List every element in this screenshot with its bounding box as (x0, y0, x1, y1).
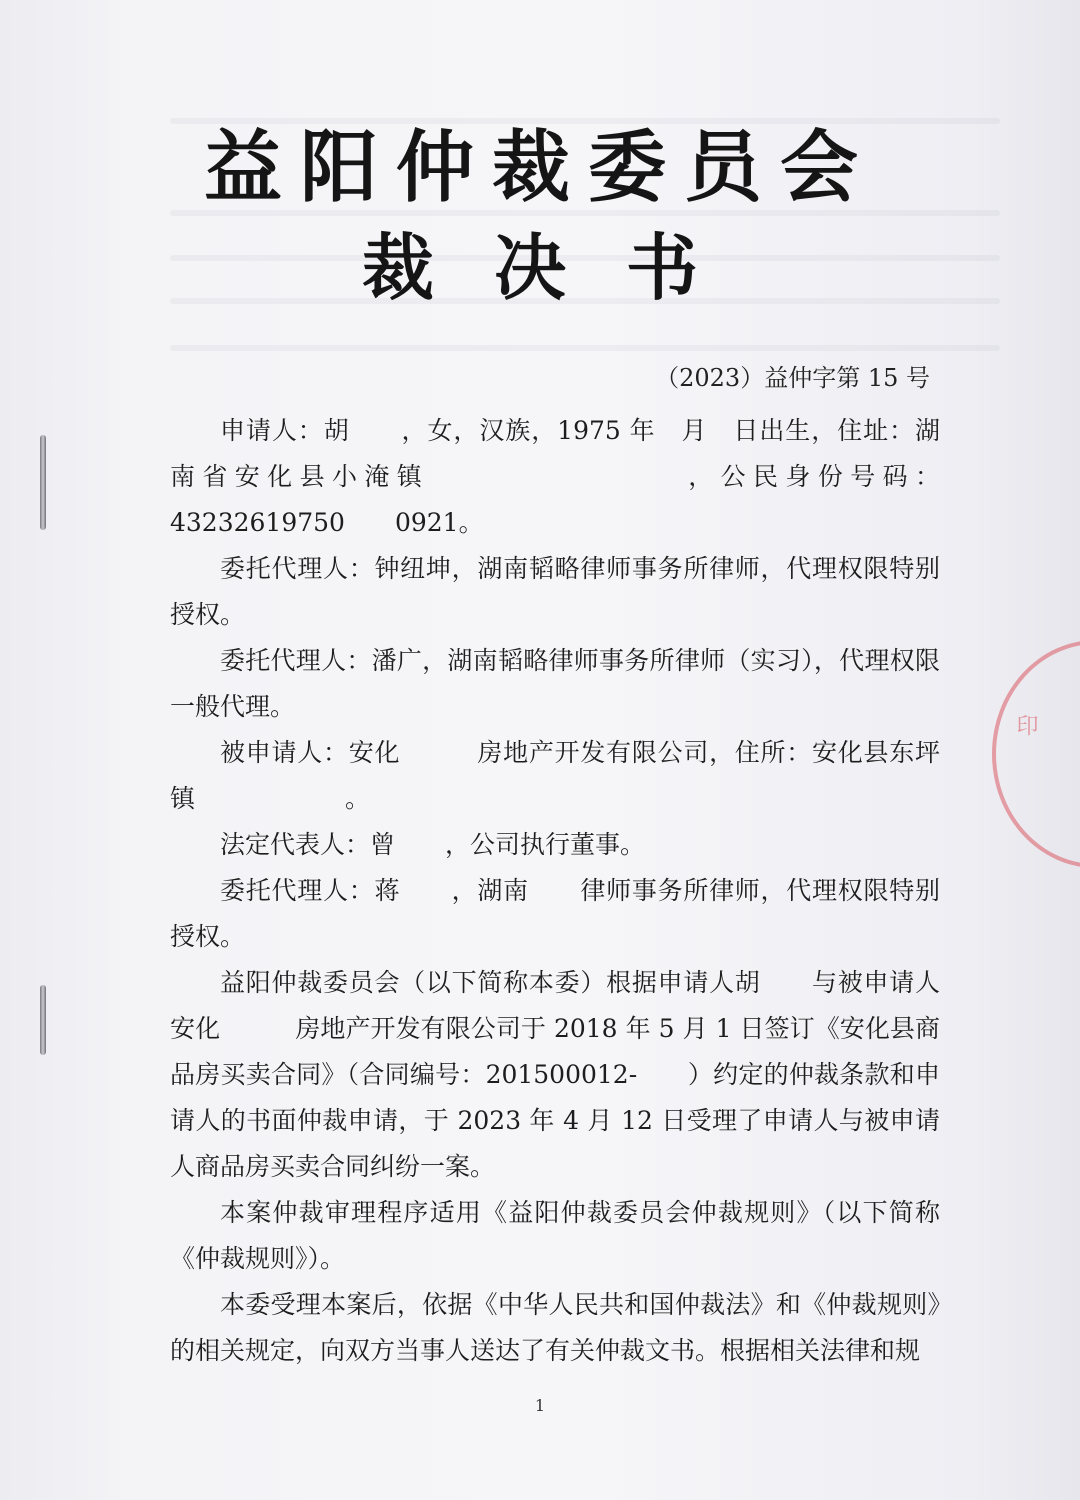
case-number: （2023）益仲字第 15 号 (655, 364, 930, 392)
binding-mark (40, 435, 46, 530)
show-through-line (170, 345, 1000, 351)
legal-representative-paragraph: 法定代表人：曾 ，公司执行董事。 (220, 830, 646, 859)
binding-mark (40, 985, 46, 1055)
doc-title: 裁决书 (361, 225, 758, 310)
page-number: 1 (534, 1396, 546, 1415)
org-title: 益阳仲裁委员会 (203, 122, 876, 213)
applicant-paragraph: 申请人：胡 ，女，汉族，1975 年 月 日出生，住址：湖南省安化县小淹镇 ，公民身份号码：43232619750 0921。 (170, 416, 940, 537)
respondent-agent-paragraph: 委托代理人：蒋 ，湖南 律师事务所律师，代理权限特别授权。 (170, 876, 940, 951)
rules-paragraph: 本案仲裁审理程序适用《益阳仲裁委员会仲裁规则》（以下简称《仲裁规则》）。 (170, 1198, 940, 1273)
procedure-paragraph: 本委受理本案后，依据《中华人民共和国仲裁法》和《仲裁规则》的相关规定，向双方当事人送达了有关仲裁文书。根据相关法律和规 (170, 1290, 940, 1365)
respondent-paragraph: 被申请人：安化 房地产开发有限公司，住所：安化县东坪镇 。 (170, 738, 940, 813)
applicant-agent-2-paragraph: 委托代理人：潘广，湖南韬略律师事务所律师（实习），代理权限一般代理。 (170, 646, 940, 721)
document-body (170, 408, 940, 1374)
red-seal-stamp: 印 (992, 640, 1080, 868)
case-acceptance-paragraph: 益阳仲裁委员会（以下简称本委）根据申请人胡 与被申请人安化 房地产开发有限公司于 2018 年 5 月 1 日签订《安化县商品房买卖合同》（合同编号：201500012- ）约定的仲裁条款和申请人的书面仲裁申请，于 2023 年 4 月 12 日受理了申请人与被申请人商品房买卖合同纠纷一案。 (170, 968, 940, 1181)
applicant-agent-1-paragraph: 委托代理人：钟纽坤，湖南韬略律师事务所律师，代理权限特别授权。 (170, 554, 940, 629)
